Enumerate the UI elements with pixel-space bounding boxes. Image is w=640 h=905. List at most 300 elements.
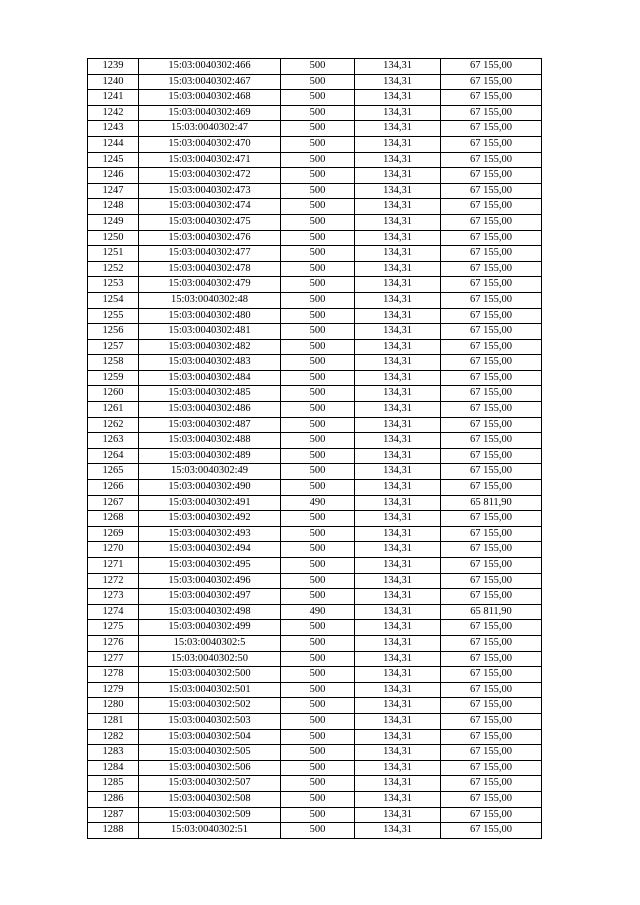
area-cell: 500 — [281, 511, 355, 527]
row-number-cell: 1286 — [88, 791, 139, 807]
table-row — [88, 339, 542, 355]
table-row — [88, 558, 542, 574]
unit-price-cell: 134,31 — [355, 542, 441, 558]
unit-price-cell: 134,31 — [355, 199, 441, 215]
table-row — [88, 168, 542, 184]
area-cell: 500 — [281, 448, 355, 464]
table-row — [88, 105, 542, 121]
table-row — [88, 511, 542, 527]
total-cost-cell: 67 155,00 — [441, 729, 542, 745]
unit-price-cell: 134,31 — [355, 402, 441, 418]
unit-price-cell: 134,31 — [355, 480, 441, 496]
row-number-cell: 1280 — [88, 698, 139, 714]
total-cost-cell: 67 155,00 — [441, 823, 542, 839]
unit-price-cell: 134,31 — [355, 183, 441, 199]
unit-price-cell: 134,31 — [355, 339, 441, 355]
table-row — [88, 729, 542, 745]
row-number-cell: 1264 — [88, 448, 139, 464]
table-row — [88, 308, 542, 324]
table-row — [88, 604, 542, 620]
cadastral-number-cell: 15:03:0040302:500 — [139, 667, 281, 683]
total-cost-cell: 67 155,00 — [441, 464, 542, 480]
unit-price-cell: 134,31 — [355, 448, 441, 464]
row-number-cell: 1240 — [88, 74, 139, 90]
area-cell: 500 — [281, 417, 355, 433]
unit-price-cell: 134,31 — [355, 90, 441, 106]
total-cost-cell: 67 155,00 — [441, 667, 542, 683]
unit-price-cell: 134,31 — [355, 168, 441, 184]
row-number-cell: 1243 — [88, 121, 139, 137]
total-cost-cell: 67 155,00 — [441, 776, 542, 792]
table-row — [88, 355, 542, 371]
area-cell: 500 — [281, 90, 355, 106]
unit-price-cell: 134,31 — [355, 292, 441, 308]
table-row — [88, 199, 542, 215]
unit-price-cell: 134,31 — [355, 386, 441, 402]
total-cost-cell: 67 155,00 — [441, 558, 542, 574]
total-cost-cell: 67 155,00 — [441, 386, 542, 402]
unit-price-cell: 134,31 — [355, 745, 441, 761]
row-number-cell: 1284 — [88, 760, 139, 776]
unit-price-cell: 134,31 — [355, 698, 441, 714]
unit-price-cell: 134,31 — [355, 433, 441, 449]
row-number-cell: 1257 — [88, 339, 139, 355]
cadastral-number-cell: 15:03:0040302:486 — [139, 402, 281, 418]
total-cost-cell: 67 155,00 — [441, 324, 542, 340]
row-number-cell: 1266 — [88, 480, 139, 496]
area-cell: 500 — [281, 105, 355, 121]
cadastral-number-cell: 15:03:0040302:493 — [139, 526, 281, 542]
table-row — [88, 448, 542, 464]
area-cell: 500 — [281, 292, 355, 308]
area-cell: 500 — [281, 651, 355, 667]
table-row — [88, 776, 542, 792]
unit-price-cell: 134,31 — [355, 823, 441, 839]
total-cost-cell: 67 155,00 — [441, 511, 542, 527]
row-number-cell: 1281 — [88, 713, 139, 729]
table-row — [88, 121, 542, 137]
total-cost-cell: 67 155,00 — [441, 713, 542, 729]
cadastral-number-cell: 15:03:0040302:47 — [139, 121, 281, 137]
unit-price-cell: 134,31 — [355, 807, 441, 823]
unit-price-cell: 134,31 — [355, 152, 441, 168]
cadastral-number-cell: 15:03:0040302:471 — [139, 152, 281, 168]
area-cell: 500 — [281, 791, 355, 807]
unit-price-cell: 134,31 — [355, 573, 441, 589]
area-cell: 500 — [281, 277, 355, 293]
cadastral-number-cell: 15:03:0040302:467 — [139, 74, 281, 90]
cadastral-number-cell: 15:03:0040302:497 — [139, 589, 281, 605]
area-cell: 500 — [281, 74, 355, 90]
cadastral-number-cell: 15:03:0040302:490 — [139, 480, 281, 496]
area-cell: 500 — [281, 152, 355, 168]
row-number-cell: 1262 — [88, 417, 139, 433]
table-row — [88, 90, 542, 106]
unit-price-cell: 134,31 — [355, 604, 441, 620]
area-cell: 500 — [281, 121, 355, 137]
row-number-cell: 1255 — [88, 308, 139, 324]
unit-price-cell: 134,31 — [355, 277, 441, 293]
row-number-cell: 1279 — [88, 682, 139, 698]
table-row — [88, 495, 542, 511]
total-cost-cell: 67 155,00 — [441, 448, 542, 464]
table-row — [88, 713, 542, 729]
row-number-cell: 1260 — [88, 386, 139, 402]
unit-price-cell: 134,31 — [355, 136, 441, 152]
table-row — [88, 760, 542, 776]
area-cell: 500 — [281, 59, 355, 75]
unit-price-cell: 134,31 — [355, 308, 441, 324]
unit-price-cell: 134,31 — [355, 558, 441, 574]
cadastral-number-cell: 15:03:0040302:496 — [139, 573, 281, 589]
unit-price-cell: 134,31 — [355, 760, 441, 776]
cadastral-number-cell: 15:03:0040302:51 — [139, 823, 281, 839]
table-row — [88, 386, 542, 402]
row-number-cell: 1248 — [88, 199, 139, 215]
table-row — [88, 74, 542, 90]
total-cost-cell: 65 811,90 — [441, 604, 542, 620]
unit-price-cell: 134,31 — [355, 74, 441, 90]
table-row — [88, 480, 542, 496]
total-cost-cell: 67 155,00 — [441, 682, 542, 698]
cadastral-number-cell: 15:03:0040302:495 — [139, 558, 281, 574]
table-row — [88, 417, 542, 433]
table-row — [88, 464, 542, 480]
row-number-cell: 1249 — [88, 214, 139, 230]
cadastral-number-cell: 15:03:0040302:491 — [139, 495, 281, 511]
cadastral-number-cell: 15:03:0040302:494 — [139, 542, 281, 558]
cadastral-number-cell: 15:03:0040302:49 — [139, 464, 281, 480]
total-cost-cell: 67 155,00 — [441, 90, 542, 106]
row-number-cell: 1244 — [88, 136, 139, 152]
area-cell: 490 — [281, 604, 355, 620]
cadastral-number-cell: 15:03:0040302:509 — [139, 807, 281, 823]
table-row — [88, 698, 542, 714]
area-cell: 500 — [281, 573, 355, 589]
table-row — [88, 651, 542, 667]
table-row — [88, 246, 542, 262]
area-cell: 500 — [281, 667, 355, 683]
table-row — [88, 136, 542, 152]
cadastral-number-cell: 15:03:0040302:485 — [139, 386, 281, 402]
row-number-cell: 1267 — [88, 495, 139, 511]
row-number-cell: 1269 — [88, 526, 139, 542]
table-row — [88, 230, 542, 246]
row-number-cell: 1275 — [88, 620, 139, 636]
unit-price-cell: 134,31 — [355, 59, 441, 75]
table-row — [88, 589, 542, 605]
row-number-cell: 1258 — [88, 355, 139, 371]
row-number-cell: 1246 — [88, 168, 139, 184]
area-cell: 500 — [281, 308, 355, 324]
row-number-cell: 1251 — [88, 246, 139, 262]
unit-price-cell: 134,31 — [355, 713, 441, 729]
table-row — [88, 791, 542, 807]
area-cell: 500 — [281, 698, 355, 714]
row-number-cell: 1282 — [88, 729, 139, 745]
row-number-cell: 1263 — [88, 433, 139, 449]
row-number-cell: 1261 — [88, 402, 139, 418]
unit-price-cell: 134,31 — [355, 682, 441, 698]
area-cell: 500 — [281, 136, 355, 152]
unit-price-cell: 134,31 — [355, 635, 441, 651]
total-cost-cell: 67 155,00 — [441, 214, 542, 230]
unit-price-cell: 134,31 — [355, 214, 441, 230]
unit-price-cell: 134,31 — [355, 230, 441, 246]
unit-price-cell: 134,31 — [355, 589, 441, 605]
row-number-cell: 1247 — [88, 183, 139, 199]
area-cell: 500 — [281, 433, 355, 449]
total-cost-cell: 67 155,00 — [441, 651, 542, 667]
row-number-cell: 1252 — [88, 261, 139, 277]
table-row — [88, 526, 542, 542]
area-cell: 500 — [281, 542, 355, 558]
cadastral-number-cell: 15:03:0040302:473 — [139, 183, 281, 199]
table-row — [88, 402, 542, 418]
cadastral-number-cell: 15:03:0040302:482 — [139, 339, 281, 355]
table-row — [88, 292, 542, 308]
unit-price-cell: 134,31 — [355, 246, 441, 262]
cadastral-number-cell: 15:03:0040302:468 — [139, 90, 281, 106]
cadastral-number-cell: 15:03:0040302:503 — [139, 713, 281, 729]
cadastral-number-cell: 15:03:0040302:507 — [139, 776, 281, 792]
row-number-cell: 1288 — [88, 823, 139, 839]
table-row — [88, 667, 542, 683]
total-cost-cell: 67 155,00 — [441, 542, 542, 558]
cadastral-number-cell: 15:03:0040302:480 — [139, 308, 281, 324]
area-cell: 500 — [281, 199, 355, 215]
cadastral-number-cell: 15:03:0040302:488 — [139, 433, 281, 449]
unit-price-cell: 134,31 — [355, 464, 441, 480]
area-cell: 500 — [281, 214, 355, 230]
area-cell: 500 — [281, 230, 355, 246]
unit-price-cell: 134,31 — [355, 370, 441, 386]
unit-price-cell: 134,31 — [355, 526, 441, 542]
row-number-cell: 1239 — [88, 59, 139, 75]
unit-price-cell: 134,31 — [355, 511, 441, 527]
total-cost-cell: 67 155,00 — [441, 105, 542, 121]
cadastral-number-cell: 15:03:0040302:479 — [139, 277, 281, 293]
total-cost-cell: 67 155,00 — [441, 230, 542, 246]
total-cost-cell: 67 155,00 — [441, 277, 542, 293]
table-row — [88, 183, 542, 199]
area-cell: 500 — [281, 168, 355, 184]
cadastral-number-cell: 15:03:0040302:502 — [139, 698, 281, 714]
total-cost-cell: 67 155,00 — [441, 152, 542, 168]
row-number-cell: 1283 — [88, 745, 139, 761]
row-number-cell: 1241 — [88, 90, 139, 106]
area-cell: 500 — [281, 386, 355, 402]
total-cost-cell: 67 155,00 — [441, 589, 542, 605]
total-cost-cell: 67 155,00 — [441, 355, 542, 371]
cadastral-number-cell: 15:03:0040302:484 — [139, 370, 281, 386]
total-cost-cell: 67 155,00 — [441, 745, 542, 761]
cadastral-number-cell: 15:03:0040302:475 — [139, 214, 281, 230]
area-cell: 500 — [281, 339, 355, 355]
unit-price-cell: 134,31 — [355, 121, 441, 137]
unit-price-cell: 134,31 — [355, 791, 441, 807]
unit-price-cell: 134,31 — [355, 651, 441, 667]
table-body — [88, 59, 542, 839]
total-cost-cell: 67 155,00 — [441, 168, 542, 184]
total-cost-cell: 67 155,00 — [441, 183, 542, 199]
unit-price-cell: 134,31 — [355, 105, 441, 121]
cadastral-number-cell: 15:03:0040302:5 — [139, 635, 281, 651]
total-cost-cell: 67 155,00 — [441, 59, 542, 75]
area-cell: 500 — [281, 760, 355, 776]
row-number-cell: 1270 — [88, 542, 139, 558]
total-cost-cell: 67 155,00 — [441, 480, 542, 496]
area-cell: 500 — [281, 526, 355, 542]
total-cost-cell: 67 155,00 — [441, 402, 542, 418]
row-number-cell: 1256 — [88, 324, 139, 340]
row-number-cell: 1245 — [88, 152, 139, 168]
row-number-cell: 1253 — [88, 277, 139, 293]
area-cell: 500 — [281, 324, 355, 340]
unit-price-cell: 134,31 — [355, 729, 441, 745]
table-row — [88, 573, 542, 589]
row-number-cell: 1242 — [88, 105, 139, 121]
cadastral-number-cell: 15:03:0040302:508 — [139, 791, 281, 807]
cadastral-number-cell: 15:03:0040302:481 — [139, 324, 281, 340]
cadastral-number-cell: 15:03:0040302:477 — [139, 246, 281, 262]
unit-price-cell: 134,31 — [355, 620, 441, 636]
cadastral-number-cell: 15:03:0040302:506 — [139, 760, 281, 776]
table-row — [88, 261, 542, 277]
area-cell: 500 — [281, 745, 355, 761]
row-number-cell: 1287 — [88, 807, 139, 823]
land-plots-table — [87, 58, 542, 839]
total-cost-cell: 67 155,00 — [441, 807, 542, 823]
area-cell: 500 — [281, 464, 355, 480]
unit-price-cell: 134,31 — [355, 355, 441, 371]
row-number-cell: 1277 — [88, 651, 139, 667]
table-row — [88, 620, 542, 636]
row-number-cell: 1254 — [88, 292, 139, 308]
cadastral-number-cell: 15:03:0040302:466 — [139, 59, 281, 75]
row-number-cell: 1278 — [88, 667, 139, 683]
cadastral-number-cell: 15:03:0040302:48 — [139, 292, 281, 308]
table-row — [88, 682, 542, 698]
table-row — [88, 59, 542, 75]
area-cell: 500 — [281, 183, 355, 199]
row-number-cell: 1285 — [88, 776, 139, 792]
unit-price-cell: 134,31 — [355, 495, 441, 511]
total-cost-cell: 67 155,00 — [441, 698, 542, 714]
total-cost-cell: 67 155,00 — [441, 74, 542, 90]
area-cell: 500 — [281, 370, 355, 386]
total-cost-cell: 67 155,00 — [441, 261, 542, 277]
table-row — [88, 542, 542, 558]
row-number-cell: 1265 — [88, 464, 139, 480]
total-cost-cell: 67 155,00 — [441, 791, 542, 807]
row-number-cell: 1273 — [88, 589, 139, 605]
cadastral-number-cell: 15:03:0040302:505 — [139, 745, 281, 761]
row-number-cell: 1250 — [88, 230, 139, 246]
table-row — [88, 807, 542, 823]
table-row — [88, 370, 542, 386]
cadastral-number-cell: 15:03:0040302:470 — [139, 136, 281, 152]
cadastral-number-cell: 15:03:0040302:498 — [139, 604, 281, 620]
area-cell: 500 — [281, 589, 355, 605]
row-number-cell: 1268 — [88, 511, 139, 527]
area-cell: 500 — [281, 776, 355, 792]
row-number-cell: 1272 — [88, 573, 139, 589]
total-cost-cell: 65 811,90 — [441, 495, 542, 511]
unit-price-cell: 134,31 — [355, 776, 441, 792]
unit-price-cell: 134,31 — [355, 324, 441, 340]
area-cell: 500 — [281, 807, 355, 823]
table-row — [88, 324, 542, 340]
cadastral-number-cell: 15:03:0040302:476 — [139, 230, 281, 246]
area-cell: 490 — [281, 495, 355, 511]
area-cell: 500 — [281, 558, 355, 574]
area-cell: 500 — [281, 261, 355, 277]
total-cost-cell: 67 155,00 — [441, 136, 542, 152]
total-cost-cell: 67 155,00 — [441, 339, 542, 355]
table-row — [88, 635, 542, 651]
table-row — [88, 823, 542, 839]
row-number-cell: 1271 — [88, 558, 139, 574]
cadastral-number-cell: 15:03:0040302:50 — [139, 651, 281, 667]
total-cost-cell: 67 155,00 — [441, 433, 542, 449]
unit-price-cell: 134,31 — [355, 417, 441, 433]
total-cost-cell: 67 155,00 — [441, 308, 542, 324]
cadastral-number-cell: 15:03:0040302:487 — [139, 417, 281, 433]
total-cost-cell: 67 155,00 — [441, 246, 542, 262]
area-cell: 500 — [281, 402, 355, 418]
area-cell: 500 — [281, 713, 355, 729]
cadastral-number-cell: 15:03:0040302:469 — [139, 105, 281, 121]
unit-price-cell: 134,31 — [355, 261, 441, 277]
table-row — [88, 277, 542, 293]
area-cell: 500 — [281, 480, 355, 496]
area-cell: 500 — [281, 355, 355, 371]
total-cost-cell: 67 155,00 — [441, 526, 542, 542]
row-number-cell: 1274 — [88, 604, 139, 620]
area-cell: 500 — [281, 635, 355, 651]
area-cell: 500 — [281, 682, 355, 698]
unit-price-cell: 134,31 — [355, 667, 441, 683]
cadastral-number-cell: 15:03:0040302:472 — [139, 168, 281, 184]
cadastral-number-cell: 15:03:0040302:483 — [139, 355, 281, 371]
total-cost-cell: 67 155,00 — [441, 121, 542, 137]
total-cost-cell: 67 155,00 — [441, 635, 542, 651]
total-cost-cell: 67 155,00 — [441, 292, 542, 308]
cadastral-number-cell: 15:03:0040302:474 — [139, 199, 281, 215]
table-row — [88, 214, 542, 230]
cadastral-number-cell: 15:03:0040302:501 — [139, 682, 281, 698]
area-cell: 500 — [281, 729, 355, 745]
area-cell: 500 — [281, 246, 355, 262]
total-cost-cell: 67 155,00 — [441, 573, 542, 589]
table-row — [88, 433, 542, 449]
cadastral-number-cell: 15:03:0040302:504 — [139, 729, 281, 745]
area-cell: 500 — [281, 620, 355, 636]
cadastral-number-cell: 15:03:0040302:478 — [139, 261, 281, 277]
row-number-cell: 1276 — [88, 635, 139, 651]
table-row — [88, 152, 542, 168]
total-cost-cell: 67 155,00 — [441, 417, 542, 433]
table-row — [88, 745, 542, 761]
cadastral-number-cell: 15:03:0040302:499 — [139, 620, 281, 636]
total-cost-cell: 67 155,00 — [441, 199, 542, 215]
row-number-cell: 1259 — [88, 370, 139, 386]
total-cost-cell: 67 155,00 — [441, 620, 542, 636]
cadastral-number-cell: 15:03:0040302:492 — [139, 511, 281, 527]
total-cost-cell: 67 155,00 — [441, 760, 542, 776]
cadastral-number-cell: 15:03:0040302:489 — [139, 448, 281, 464]
